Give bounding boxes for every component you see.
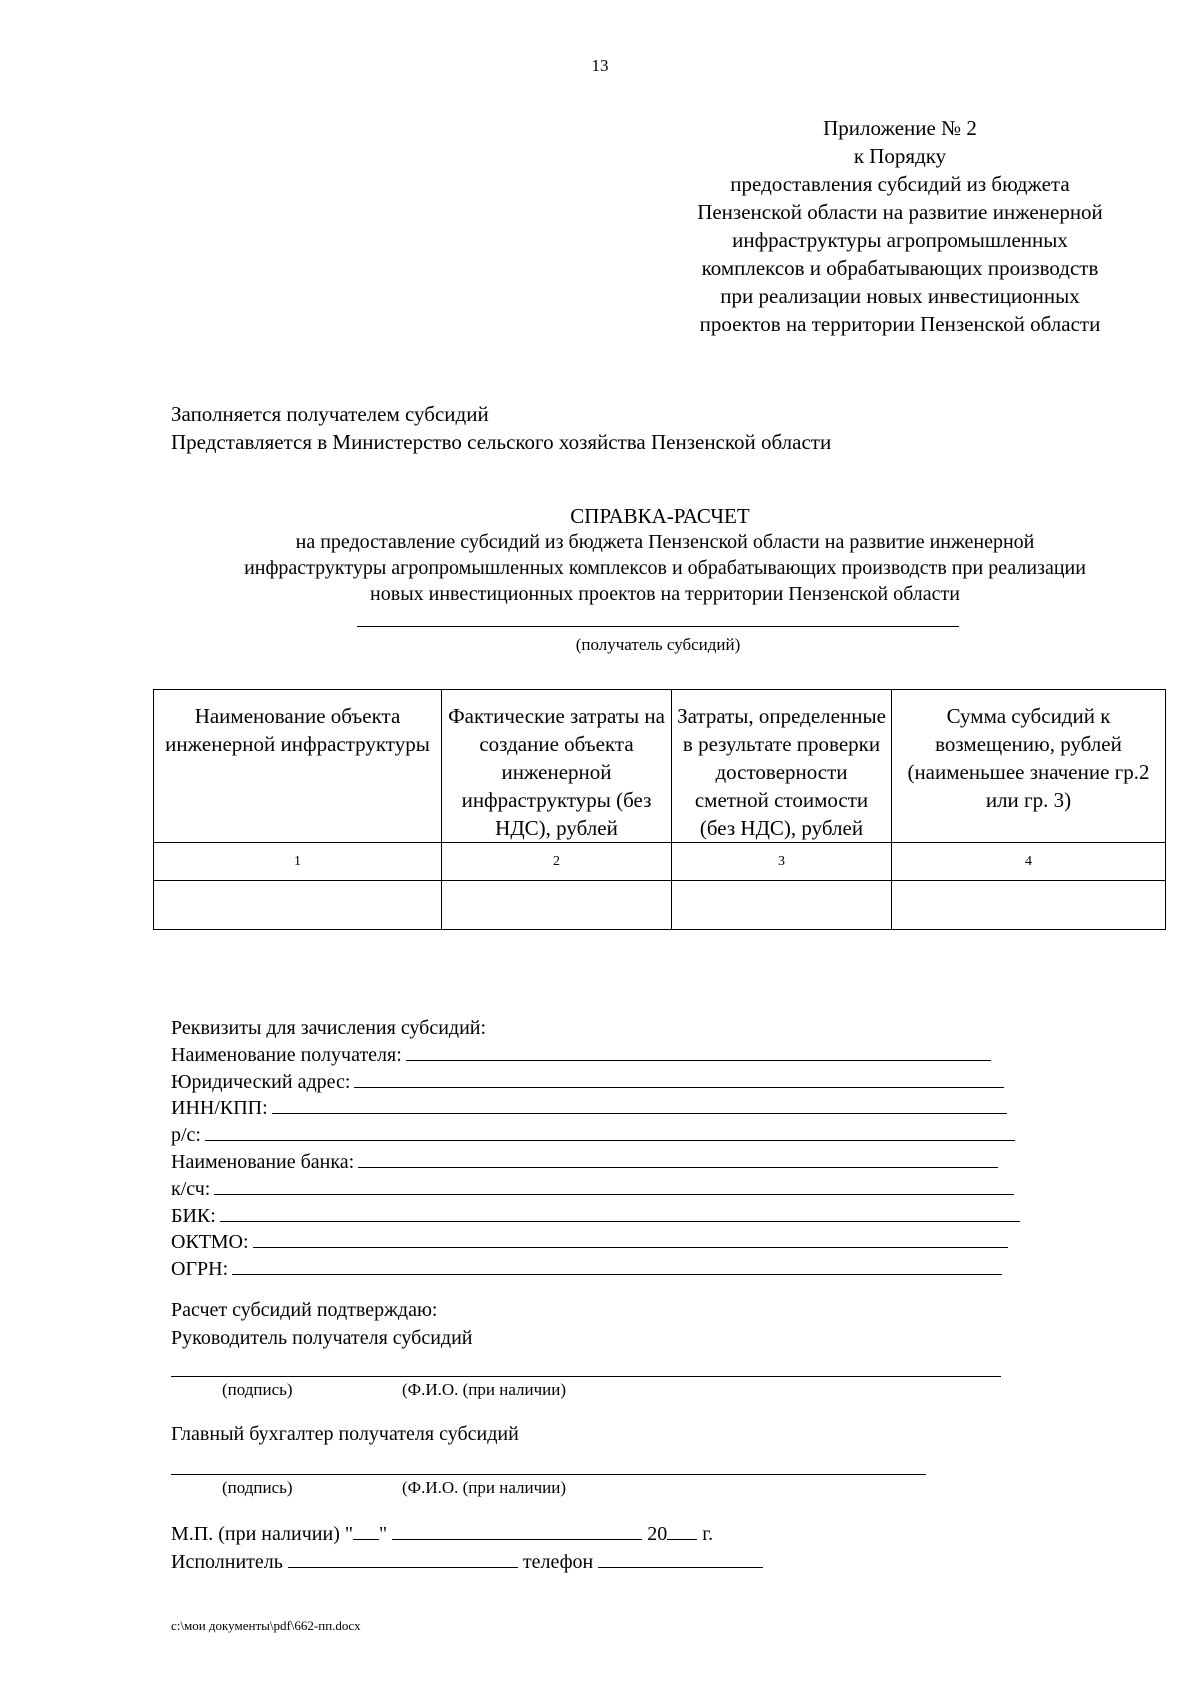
- field-label: к/сч:: [171, 1177, 211, 1200]
- requisite-bank-name: [171, 1149, 1020, 1176]
- bik-field[interactable]: [220, 1203, 1020, 1222]
- table-header-object: Наименование объекта инженерной инфраструктуры: [154, 690, 442, 843]
- appendix-line: инфраструктуры агропромышленных: [732, 228, 1068, 252]
- field-label: р/с:: [171, 1124, 201, 1147]
- recipient-input-line[interactable]: [357, 626, 959, 627]
- field-label: ОГРН:: [171, 1258, 229, 1281]
- requisites-heading: Реквизиты для зачисления субсидий:: [171, 1017, 487, 1039]
- table-row: [154, 881, 1166, 930]
- accountant-name-caption: (Ф.И.О. (при наличии): [402, 1478, 567, 1497]
- appendix-line: при реализации новых инвестиционных: [720, 284, 1080, 308]
- accountant-signature-caption: (подпись): [222, 1478, 293, 1497]
- quote-open: ": [344, 1523, 354, 1545]
- year-field[interactable]: [667, 1521, 697, 1540]
- quote-close: ": [379, 1523, 388, 1545]
- ogrn-field[interactable]: [232, 1256, 1002, 1275]
- column-number: 3: [672, 843, 892, 881]
- requisite-recipient-name: [171, 1042, 1020, 1069]
- appendix-line: проектов на территории Пензенской области: [699, 312, 1101, 336]
- accountant-label: Главный бухгалтер получателя субсидий: [171, 1423, 519, 1445]
- stamp-date-block: [171, 1520, 763, 1576]
- table-header-row: [154, 690, 1166, 843]
- table-cell-actual-costs[interactable]: [442, 881, 672, 930]
- table-header-actual-costs: Фактические затраты на создание объекта инженерной инфраструктуры (без НДС), рублей: [442, 690, 672, 843]
- requisite-ogrn: [171, 1256, 1020, 1283]
- legal-address-field[interactable]: [354, 1069, 1004, 1088]
- table-cell-object[interactable]: [154, 881, 442, 930]
- table-cell-subsidy-sum[interactable]: [892, 881, 1166, 930]
- field-label: БИК:: [171, 1204, 216, 1227]
- intro-line-filled-by: Заполняется получателем субсидий: [171, 402, 489, 426]
- field-label: Наименование банка:: [171, 1150, 355, 1173]
- phone-label: телефон: [522, 1551, 594, 1573]
- field-label: ОКТМО:: [171, 1231, 249, 1254]
- document-subtitle: [180, 529, 1150, 607]
- mp-label: М.П. (при наличии): [171, 1523, 340, 1545]
- document-title: СПРАВКА-РАСЧЕТ: [570, 504, 750, 528]
- inn-kpp-field[interactable]: [272, 1095, 1007, 1114]
- subtitle-line: новых инвестиционных проектов на территории Пензенской области: [370, 583, 960, 605]
- oktmo-field[interactable]: [253, 1229, 1008, 1248]
- appendix-header: [660, 114, 1140, 338]
- head-signature-caption: (подпись): [222, 1380, 293, 1399]
- head-label: Руководитель получателя субсидий: [171, 1327, 473, 1349]
- executor-field[interactable]: [288, 1549, 518, 1568]
- calculation-table: [153, 689, 1166, 930]
- column-number: 1: [154, 843, 442, 881]
- bank-name-field[interactable]: [358, 1149, 998, 1168]
- corr-account-field[interactable]: [214, 1176, 1014, 1195]
- column-number: 4: [892, 843, 1166, 881]
- intro-block: [171, 400, 831, 456]
- field-label: Наименование получателя:: [171, 1043, 402, 1066]
- table-cell-verified-costs[interactable]: [672, 881, 892, 930]
- subtitle-line: инфраструктуры агропромышленных комплексов и обрабатывающих производств при реализации: [244, 557, 1086, 579]
- stamp-date-row: [171, 1520, 763, 1548]
- requisites-block: [171, 1016, 1020, 1283]
- month-field[interactable]: [392, 1521, 642, 1540]
- requisite-bik: [171, 1203, 1020, 1230]
- day-field[interactable]: [353, 1521, 379, 1540]
- appendix-line: комплексов и обрабатывающих производств: [701, 256, 1099, 280]
- table-column-numbers-row: [154, 843, 1166, 881]
- table-header-verified-costs: Затраты, определенные в результате проверки достоверности сметной стоимости (без НДС), рублей: [672, 690, 892, 843]
- recipient-caption: (получатель субсидий): [575, 635, 741, 654]
- phone-field[interactable]: [598, 1549, 763, 1568]
- year-suffix: г.: [702, 1523, 714, 1545]
- recipient-name-field[interactable]: [406, 1042, 991, 1061]
- field-label: ИНН/КПП:: [171, 1097, 268, 1120]
- page-number: 13: [591, 56, 609, 75]
- appendix-line: к Порядку: [853, 144, 947, 168]
- confirmation-block: [171, 1296, 472, 1352]
- subtitle-line: на предоставление субсидий из бюджета Пензенской области на развитие инженерной: [295, 531, 1035, 553]
- requisite-account: [171, 1122, 1020, 1149]
- accountant-signature-line[interactable]: [171, 1474, 926, 1475]
- appendix-line: предоставления субсидий из бюджета: [730, 172, 1070, 196]
- head-signature-line[interactable]: [171, 1376, 1001, 1377]
- requisite-inn-kpp: [171, 1095, 1020, 1122]
- field-label: Юридический адрес:: [171, 1070, 351, 1093]
- footer-file-path: c:\мои документы\pdf\662-пп.docx: [171, 1618, 361, 1633]
- table-header-subsidy-sum: Сумма субсидий к возмещению, рублей (наименьшее значение гр.2 или гр. 3): [892, 690, 1166, 843]
- column-number: 2: [442, 843, 672, 881]
- appendix-line: Приложение № 2: [823, 116, 977, 140]
- requisite-oktmo: [171, 1229, 1020, 1256]
- appendix-line: Пензенской области на развитие инженерной: [697, 200, 1103, 224]
- requisite-corr-account: [171, 1176, 1020, 1203]
- confirmation-heading: Расчет субсидий подтверждаю:: [171, 1299, 438, 1321]
- account-field[interactable]: [205, 1122, 1015, 1141]
- requisite-legal-address: [171, 1069, 1020, 1096]
- year-prefix: 20: [647, 1523, 668, 1545]
- accountant-block: [171, 1420, 519, 1448]
- executor-label: Исполнитель: [171, 1551, 283, 1573]
- head-name-caption: (Ф.И.О. (при наличии): [402, 1380, 567, 1399]
- intro-line-submitted-to: Представляется в Министерство сельского хозяйства Пензенской области: [171, 430, 832, 454]
- executor-row: [171, 1548, 763, 1576]
